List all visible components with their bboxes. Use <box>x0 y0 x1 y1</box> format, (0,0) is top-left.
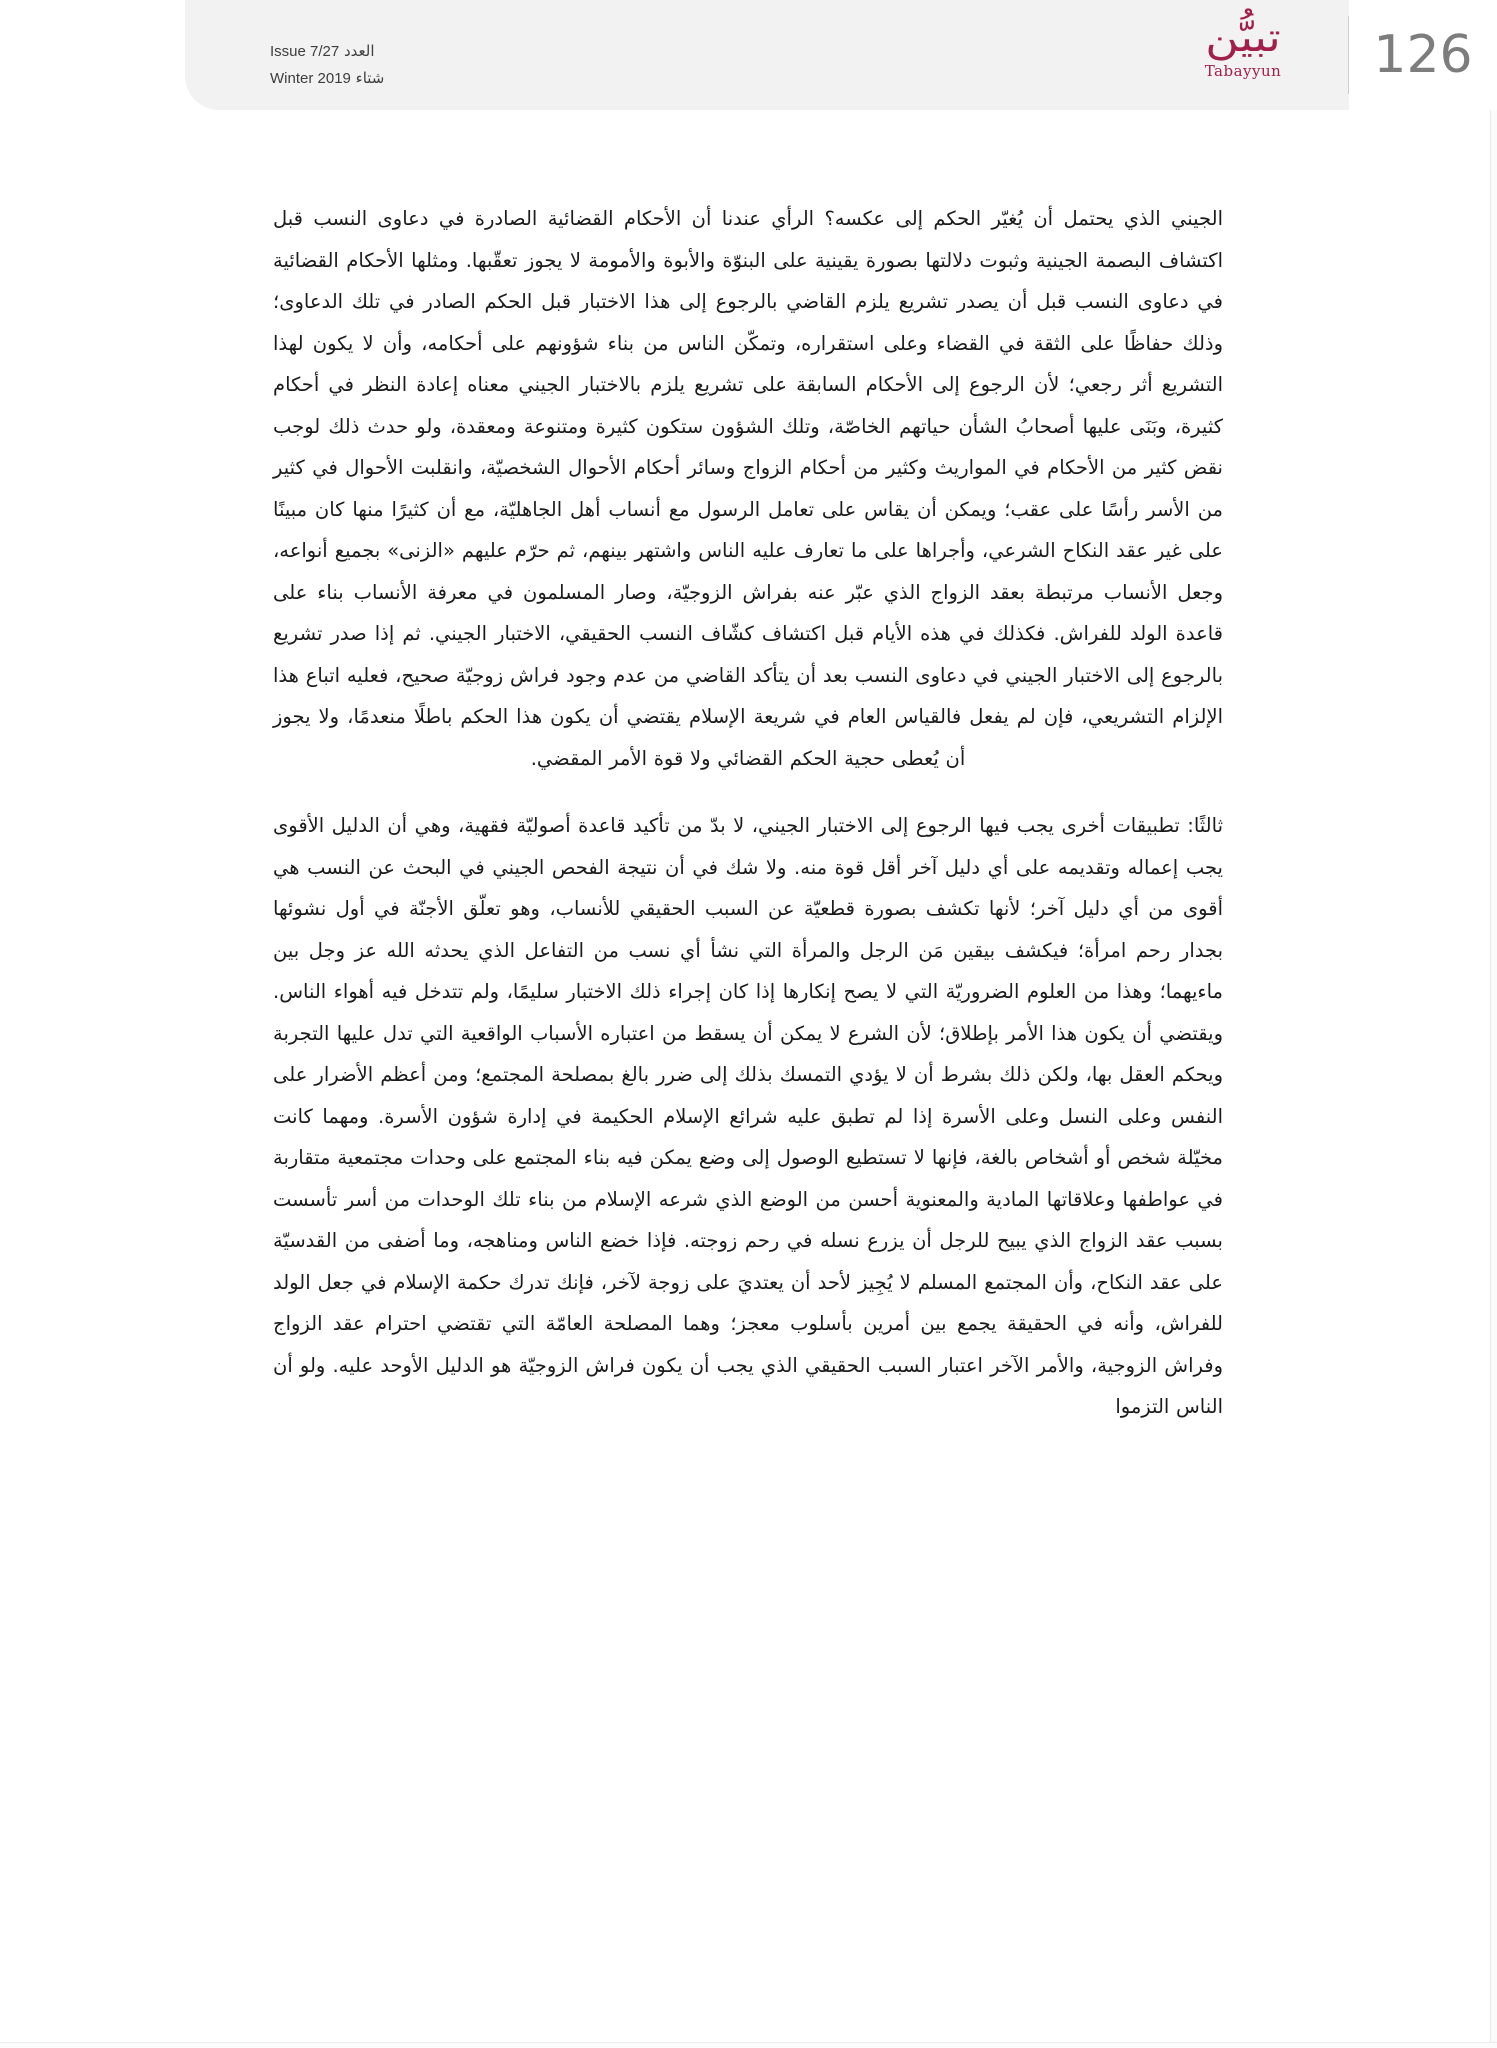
page-header <box>0 0 1497 112</box>
body-paragraph: ثالثًا: تطبيقات أخرى يجب فيها الرجوع إلى الاختبار الجيني، لا بدّ من تأكيد قاعدة أصوليّة فقهية، وهي أن الدليل الأقوى يجب إعماله وتقديمه على أي دليل آخر أقل قوة منه. ولا شك في أن نتيجة الفحص الجيني في البحث عن النسب هي أقوى من أي دليل آخر؛ لأنها تكشف بصورة قطعيّة عن السبب الحقيقي للأنساب، وهو تعلّق الأجنّة في أول نشوئها بجدار رحم امرأة؛ فيكشف بيقين مَن الرجل والمرأة التي نشأ أي نسب من التفاعل الذي يحدثه الله عز وجل بين ماءيهما؛ وهذا من العلوم الضروريّة التي لا يصح إنكارها إذا كان إجراء ذلك الاختبار سليمًا، ولم تتدخل فيه أهواء الناس. ويقتضي أن يكون هذا الأمر بإطلاق؛ لأن الشرع لا يمكن أن يسقط من اعتباره الأسباب الواقعية التي تدل عليها التجربة ويحكم العقل بها، ولكن ذلك بشرط أن لا يؤدي التمسك بذلك إلى ضرر بالغ بمصلحة المجتمع؛ ومن أعظم الأضرار على النفس وعلى النسل وعلى الأسرة إذا لم تطبق عليه شرائع الإسلام الحكيمة في إدارة شؤون الأسرة. ومهما كانت مخيّلة شخص أو أشخاص بالغة، فإنها لا تستطيع الوصول إلى وضع يمكن فيه بناء المجتمع على وحدات مجتمعية متقاربة في عواطفها وعلاقاتها المادية والمعنوية أحسن من الوضع الذي شرعه الإسلام من بناء تلك الوحدات من أسر تأسست بسبب عقد الزواج الذي يبيح للرجل أن يزرع نسله في رحم زوجته. فإذا خضع الناس ومناهجه، وما أضفى من القدسيّة على عقد النكاح، وأن المجتمع المسلم لا يُجِيز لأحد أن يعتديَ على زوجة لآخر، فإنك تدرك حكمة الإسلام في جعل الولد للفراش، وأنه في الحقيقة يجمع بين أمرين بأسلوب معجز؛ وهما المصلحة العامّة التي تقتضي احترام عقد الزواج وفراش الزوجية، والأمر الآخر اعتبار السبب الحقيقي الذي يجب أن يكون فراش الزوجيّة هو الدليل الأوحد عليه. ولو أن الناس التزموا <box>273 814 1223 1418</box>
issue-number-line <box>270 38 520 65</box>
issue-number-en: Issue 7/27 <box>270 43 340 60</box>
journal-logo <box>1159 16 1327 96</box>
page-number: 126 <box>1373 25 1473 85</box>
page-body <box>273 198 1223 1428</box>
issue-season-en: Winter 2019 <box>270 70 351 87</box>
issue-season-line <box>270 65 520 92</box>
issue-meta <box>270 38 520 92</box>
journal-logo-latin: Tabayyun <box>1204 62 1282 80</box>
issue-season-ar: شتاء <box>355 69 385 87</box>
page-bottom-edge <box>0 2042 1497 2048</box>
issue-number-ar: العدد <box>344 42 375 60</box>
journal-logo-arabic: تبيُّن <box>1205 15 1281 61</box>
body-paragraph: الجيني الذي يحتمل أن يُغيّر الحكم إلى عكسه؟ الرأي عندنا أن الأحكام القضائية الصادرة في دعاوى النسب قبل اكتشاف البصمة الجينية وثبوت دلالتها بصورة يقينية على البنوّة والأبوة والأمومة لا يجوز تعقّبها. ومثلها الأحكام القضائية في دعاوى النسب قبل أن يصدر تشريع يلزم القاضي بالرجوع إلى هذا الاختبار قبل الحكم الصادر في تلك الدعاوى؛ وذلك حفاظًا على الثقة في القضاء وعلى استقراره، وتمكّن الناس من بناء شؤونهم على أحكامه، وأن لا يكون لهذا التشريع أثر رجعي؛ لأن الرجوع إلى الأحكام السابقة على تشريع يلزم بالاختبار الجيني معناه إعادة النظر في أحكام كثيرة، وبَنَى عليها أصحابُ الشأن حياتهم الخاصّة، وتلك الشؤون ستكون كثيرة ومتنوعة ومعقدة، ولو حدث ذلك لوجب نقض كثير من الأحكام في المواريث وكثير من أحكام الزواج وسائر أحكام الأحوال الشخصيّة، وانقلبت الأحوال في كثير من الأسر رأسًا على عقب؛ ويمكن أن يقاس على تعامل الرسول مع أنساب أهل الجاهليّة، مع أن كثيرًا منها كان مبينًا على غير عقد النكاح الشرعي، وأجراها على ما تعارف عليه الناس واشتهر بينهم، ثم حرّم عليهم «الزنى» بجميع أنواعه، وجعل الأنساب مرتبطة بعقد الزواج الذي عبّر عنه بفراش الزوجيّة، وصار المسلمون في معرفة الأنساب بناء على قاعدة الولد للفراش. فكذلك في هذه الأيام قبل اكتشاف كشّاف النسب الحقيقي، الاختبار الجيني. ثم إذا صدر تشريع بالرجوع إلى الاختبار الجيني في دعاوى النسب بعد أن يتأكد القاضي من عدم وجود فراش زوجيّة صحيح، فعليه اتباع هذا الإلزام التشريعي، فإن لم يفعل فالقياس العام في شريعة الإسلام يقتضي أن يكون هذا الحكم باطلًا منعدمًا، ولا يجوز أن يُعطى حجية الحكم القضائي ولا قوة الأمر المقضي. <box>273 207 1223 770</box>
page-number-box <box>1349 0 1497 110</box>
page-right-edge <box>1490 0 1497 2048</box>
